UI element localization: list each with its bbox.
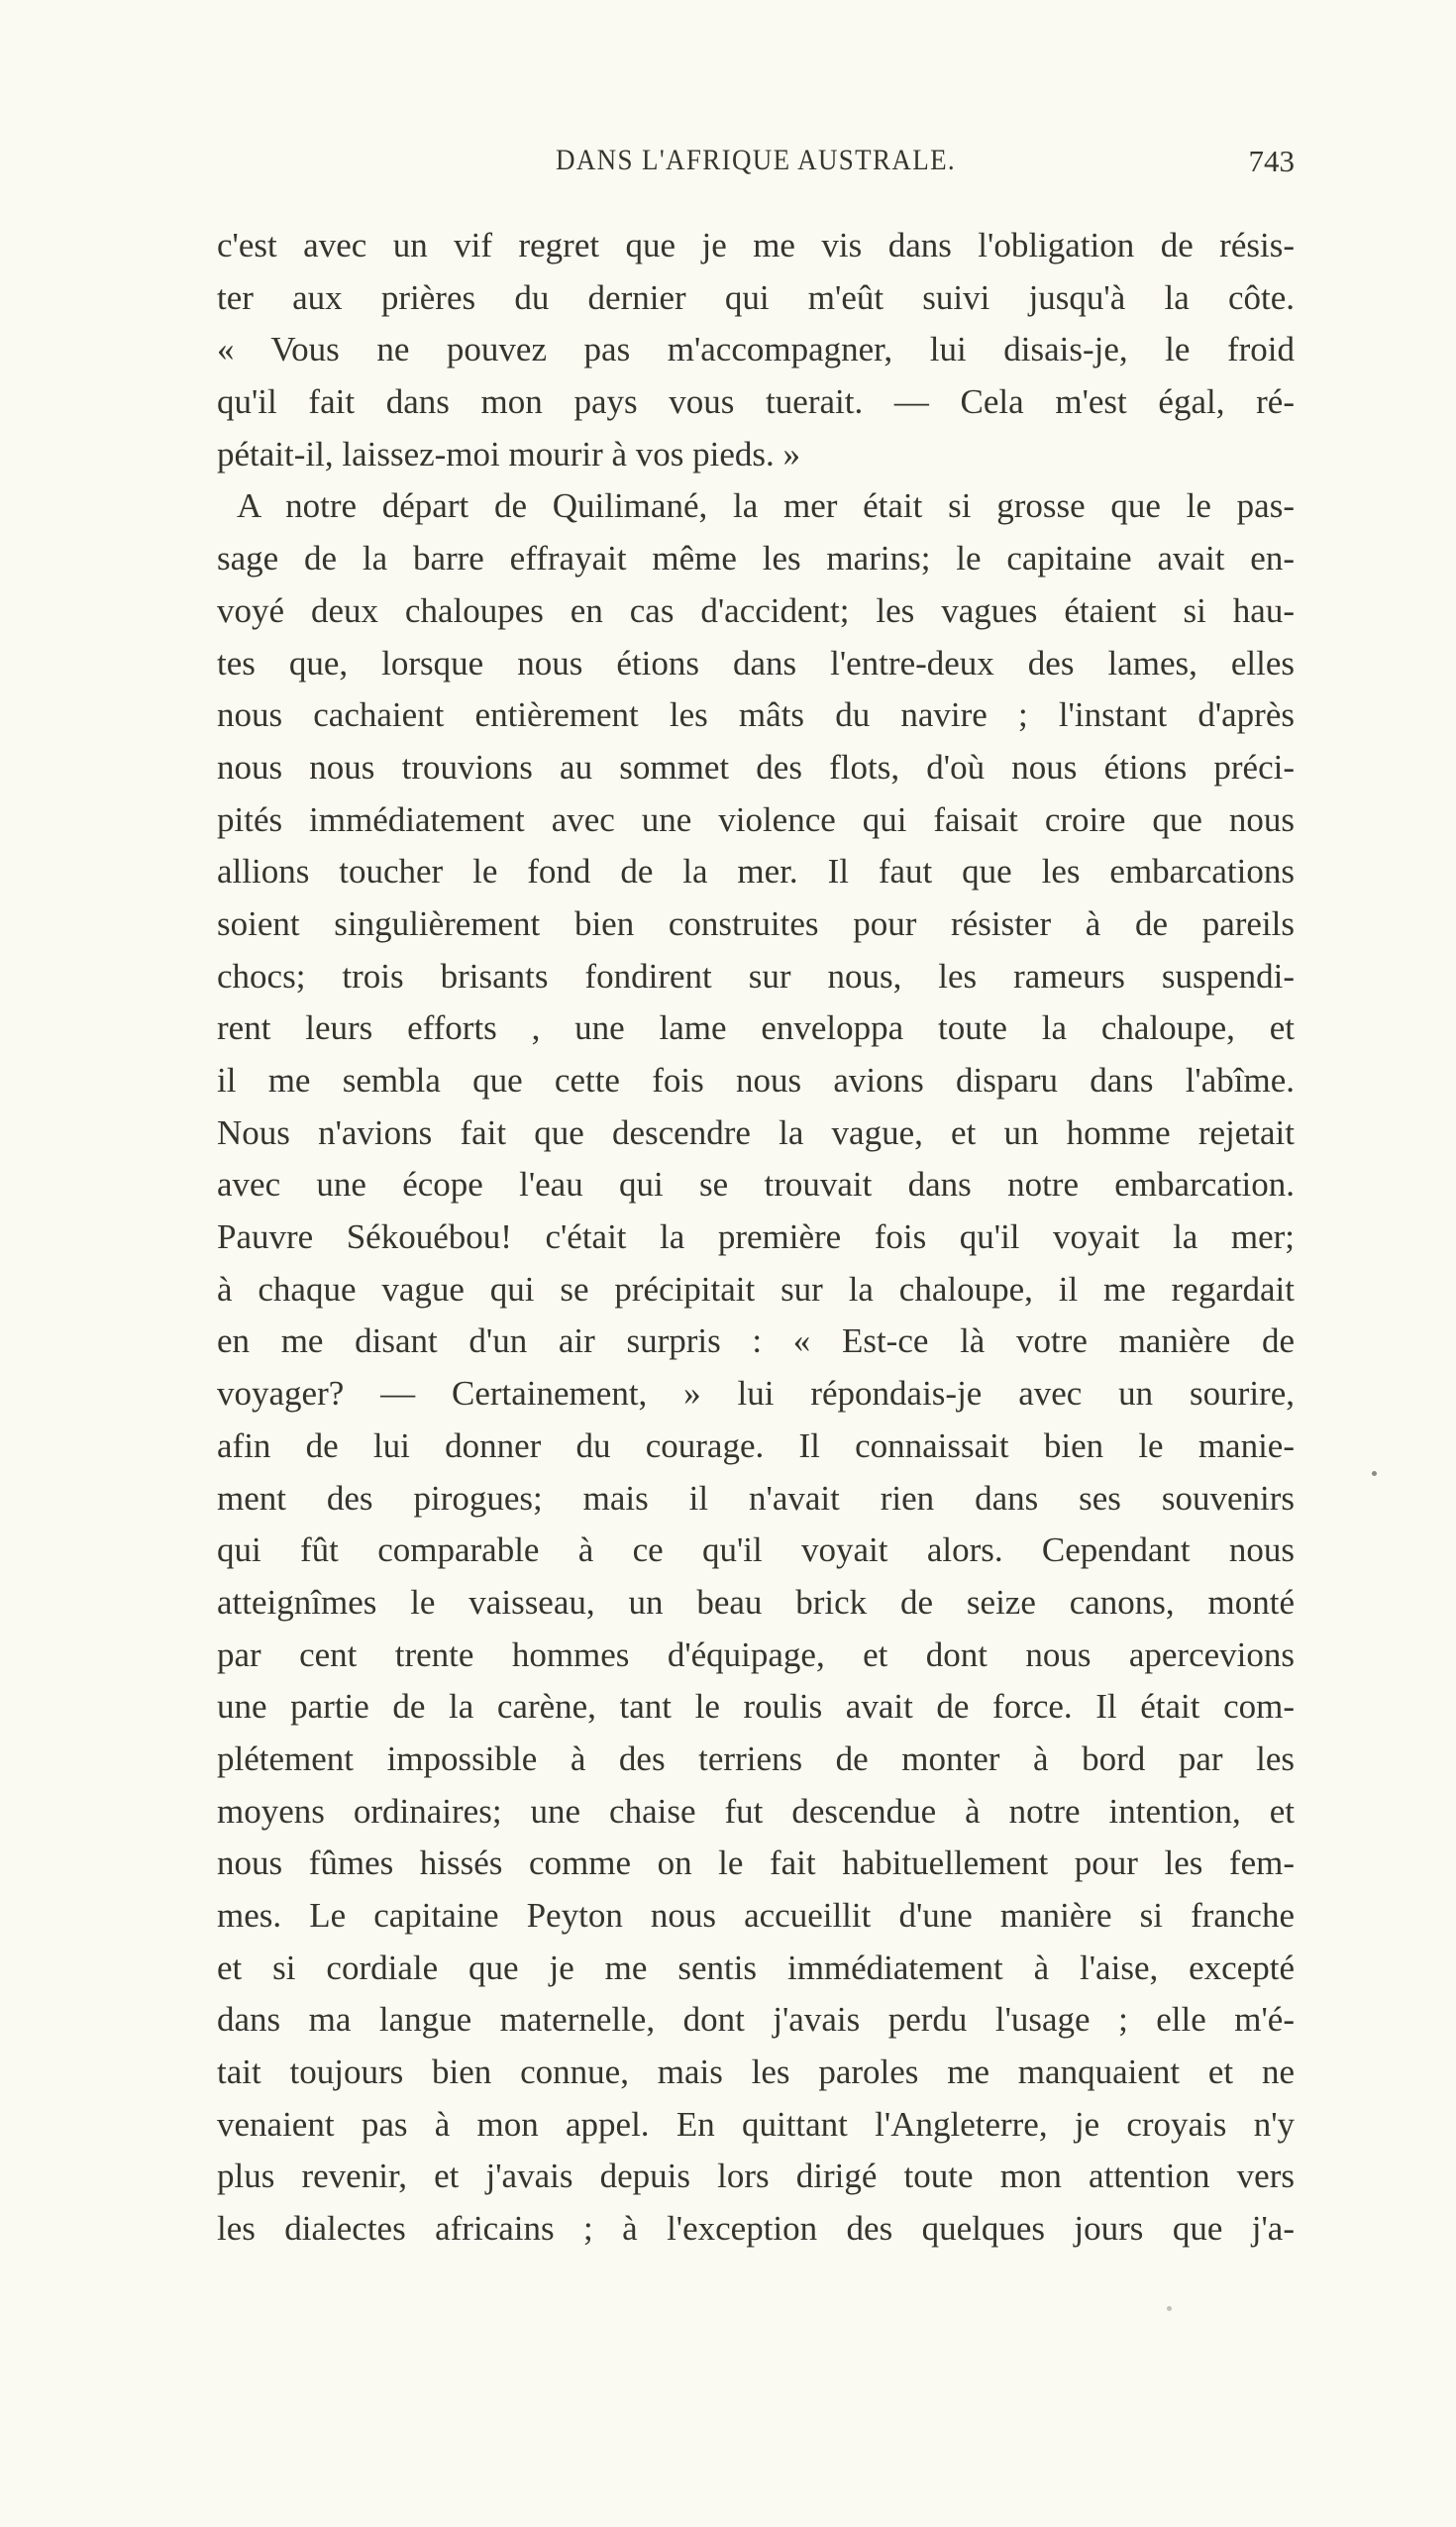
text-line bbox=[217, 1994, 1295, 2047]
text-line bbox=[217, 1577, 1295, 1630]
text-line bbox=[217, 533, 1295, 585]
text-line-content: allions toucher le fond de la mer. Il faut que les embarcations bbox=[217, 852, 1295, 892]
text-line bbox=[217, 324, 1295, 376]
text-line bbox=[217, 2099, 1295, 2152]
text-line-content: à chaque vague qui se précipitait sur la chaloupe, il me regardait bbox=[217, 1269, 1295, 1309]
text-line-content: par cent trente hommes d'équipage, et dont nous apercevions bbox=[217, 1634, 1295, 1674]
text-line-content: atteignîmes le vaisseau, un beau brick de seize canons, monté bbox=[217, 1582, 1295, 1622]
page-number: 743 bbox=[1248, 144, 1295, 178]
text-line-content: et si cordiale que je me sentis immédiatement à l'aise, excepté bbox=[217, 1948, 1295, 1987]
text-line bbox=[217, 2203, 1295, 2256]
text-line-content: afin de lui donner du courage. Il connaissait bien le manie- bbox=[217, 1425, 1295, 1465]
text-line-content: qui fût comparable à ce qu'il voyait alors. Cependant nous bbox=[217, 1530, 1295, 1570]
text-line-content: il me sembla que cette fois nous avions disparu dans l'abîme. bbox=[217, 1061, 1295, 1100]
text-line bbox=[217, 1681, 1295, 1734]
text-line-content: pétait-il, laissez-moi mourir à vos pieds. » bbox=[217, 434, 801, 474]
text-line-content: tes que, lorsque nous étions dans l'entre-deux des lames, elles bbox=[217, 643, 1295, 683]
body-text bbox=[217, 220, 1295, 2256]
text-line bbox=[217, 1473, 1295, 1526]
text-line-content: une partie de la carène, tant le roulis avait de force. Il était com- bbox=[217, 1687, 1295, 1727]
text-line bbox=[217, 742, 1295, 794]
text-line bbox=[217, 2151, 1295, 2203]
running-title: DANS L'AFRIQUE AUSTRALE. bbox=[555, 144, 957, 176]
text-line bbox=[217, 429, 1295, 481]
text-line-content: moyens ordinaires; une chaise fut descendue à notre intention, et bbox=[217, 1791, 1295, 1831]
text-line-content: Pauvre Sékouébou! c'était la première fois qu'il voyait la mer; bbox=[217, 1217, 1295, 1257]
text-line bbox=[217, 1264, 1295, 1316]
paper-speck bbox=[1372, 1471, 1377, 1476]
text-line-content: nous fûmes hissés comme on le fait habituellement pour les fem- bbox=[217, 1843, 1295, 1883]
text-line-content: voyé deux chaloupes en cas d'accident; les vagues étaient si hau- bbox=[217, 590, 1295, 630]
text-line-content: c'est avec un vif regret que je me vis dans l'obligation de résis- bbox=[217, 226, 1295, 264]
text-line-content: pités immédiatement avec une violence qui faisait croire que nous bbox=[217, 799, 1295, 839]
page-header bbox=[217, 144, 1295, 187]
text-line bbox=[217, 1211, 1295, 1264]
text-line bbox=[217, 1838, 1295, 1890]
text-line-content: les dialectes africains ; à l'exception des quelques jours que j'a- bbox=[217, 2209, 1295, 2249]
text-line bbox=[217, 1159, 1295, 1211]
text-line-content: A notre départ de Quilimané, la mer était si grosse que le pas- bbox=[237, 486, 1295, 526]
text-line bbox=[217, 1421, 1295, 1473]
text-line-content: qu'il fait dans mon pays vous tuerait. — Cela m'est égal, ré- bbox=[217, 382, 1295, 422]
text-line bbox=[217, 1786, 1295, 1839]
text-line-content: nous cachaient entièrement les mâts du navire ; l'instant d'après bbox=[217, 695, 1295, 735]
text-line-content: ment des pirogues; mais il n'avait rien dans ses souvenirs bbox=[217, 1478, 1295, 1518]
text-line bbox=[217, 1890, 1295, 1943]
text-line-content: « Vous ne pouvez pas m'accompagner, lui disais-je, le froid bbox=[217, 330, 1295, 369]
text-line bbox=[217, 1734, 1295, 1786]
text-line-content: Nous n'avions fait que descendre la vague, et un homme rejetait bbox=[217, 1112, 1295, 1152]
text-line bbox=[217, 1002, 1295, 1055]
paper-speck bbox=[1167, 2306, 1172, 2311]
text-line-content: chocs; trois brisants fondirent sur nous, les rameurs suspendi- bbox=[217, 956, 1295, 996]
text-line bbox=[217, 1943, 1295, 1995]
text-line-content: en me disant d'un air surpris : « Est-ce là votre manière de bbox=[217, 1321, 1295, 1361]
text-line bbox=[217, 1107, 1295, 1160]
text-line-content: plétement impossible à des terriens de monter à bord par les bbox=[217, 1738, 1295, 1778]
text-line bbox=[217, 1630, 1295, 1682]
text-line-content: venaient pas à mon appel. En quittant l'Angleterre, je croyais n'y bbox=[217, 2104, 1295, 2144]
text-line bbox=[217, 846, 1295, 898]
text-line-content: nous nous trouvions au sommet des flots, d'où nous étions préci- bbox=[217, 747, 1295, 787]
text-line-content: mes. Le capitaine Peyton nous accueillit d'une manière si franche bbox=[217, 1896, 1295, 1935]
text-line-content: rent leurs efforts , une lame enveloppa toute la chaloupe, et bbox=[217, 1008, 1295, 1048]
text-line bbox=[217, 1368, 1295, 1421]
text-line bbox=[217, 1525, 1295, 1577]
text-line bbox=[217, 376, 1295, 429]
text-line bbox=[217, 1055, 1295, 1107]
text-line bbox=[217, 2047, 1295, 2099]
text-line-content: tait toujours bien connue, mais les paroles me manquaient et ne bbox=[217, 2053, 1295, 2092]
text-line bbox=[217, 898, 1295, 951]
text-line-content: ter aux prières du dernier qui m'eût suivi jusqu'à la côte. bbox=[217, 277, 1295, 317]
text-line bbox=[217, 480, 1295, 533]
text-line-content: plus revenir, et j'avais depuis lors dirigé toute mon attention vers bbox=[217, 2157, 1295, 2196]
text-line bbox=[217, 794, 1295, 847]
text-line bbox=[217, 1316, 1295, 1368]
text-line-content: voyager? — Certainement, » lui répondais-je avec un sourire, bbox=[217, 1374, 1295, 1414]
text-line-content: avec une écope l'eau qui se trouvait dans notre embarcation. bbox=[217, 1165, 1295, 1205]
text-line-content: sage de la barre effrayait même les marins; le capitaine avait en- bbox=[217, 539, 1295, 579]
text-line bbox=[217, 951, 1295, 1003]
text-line-content: dans ma langue maternelle, dont j'avais perdu l'usage ; elle m'é- bbox=[217, 2000, 1295, 2040]
text-line-content: soient singulièrement bien construites pour résister à de pareils bbox=[217, 903, 1295, 943]
text-line bbox=[217, 638, 1295, 690]
text-line bbox=[217, 272, 1295, 325]
text-line bbox=[217, 689, 1295, 742]
text-line bbox=[217, 220, 1295, 272]
text-line bbox=[217, 585, 1295, 638]
